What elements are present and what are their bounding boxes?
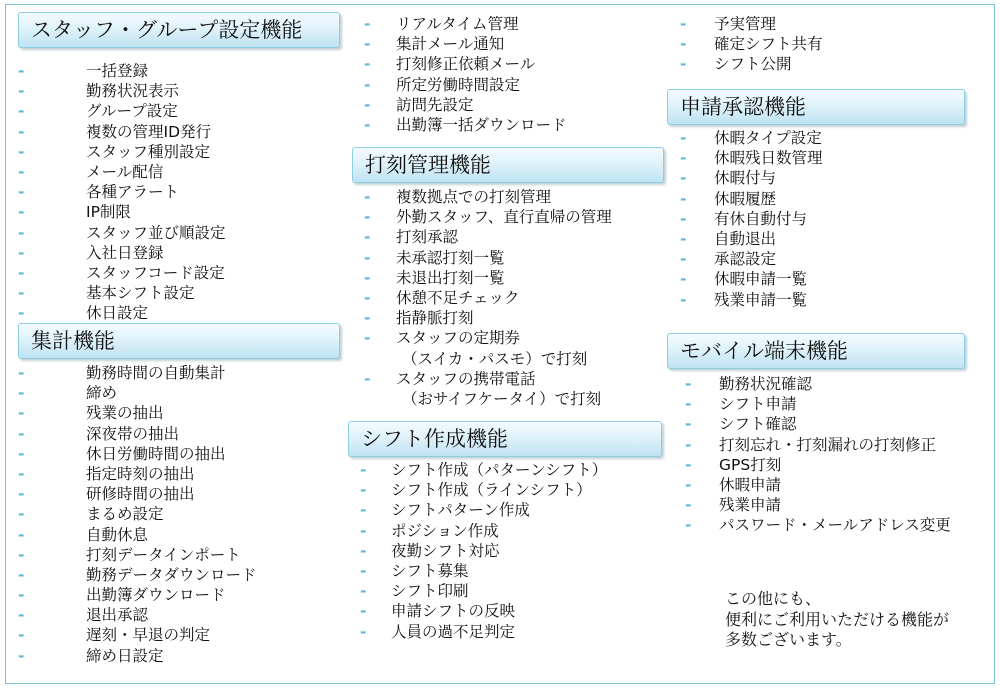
list-item: - 休日労働時間の抽出 [18, 444, 226, 463]
list-item: - シフト確認 [685, 415, 797, 434]
list-item: - スタッフの定期券 [364, 329, 521, 348]
list-item: - スタッフの携帯電話 [364, 369, 536, 388]
item-list [667, 128, 965, 310]
list-item: - 所定労働時間設定 [364, 75, 521, 94]
list-item: - 休日設定 [18, 304, 149, 323]
list-item: - スタッフ並び順設定 [18, 223, 226, 242]
list-item: - 複数の管理ID発行 [18, 122, 212, 141]
item-list [358, 14, 658, 135]
list-item: - 出勤簿ダウンロード [18, 586, 226, 605]
list-item: - リアルタイム管理 [364, 15, 519, 33]
list-item: - 勤務状況表示 [18, 82, 180, 101]
list-item: - 締め [18, 384, 118, 403]
list-item: - 休暇タイプ設定 [680, 129, 822, 147]
item-list [680, 14, 980, 75]
list-item: - 打刻修正依頼メール [364, 55, 536, 74]
list-item: - 有休自動付与 [680, 209, 808, 228]
list-item: - 打刻忘れ・打刻漏れの打刻修正 [685, 435, 937, 454]
list-item: - シフト申請 [685, 395, 797, 414]
list-item: - 休暇付与 [680, 169, 777, 188]
section-aggregate [18, 323, 340, 666]
list-item: - シフトパターン作成 [360, 501, 530, 520]
list-item: - 遅刻・早退の判定 [18, 626, 211, 645]
list-item: - スタッフ種別設定 [18, 142, 211, 161]
list-item: - 集計メール通知 [364, 35, 505, 54]
note-line: 多数ございます。 [725, 630, 852, 649]
section-approval [667, 89, 965, 310]
section-title: 集計機能 [18, 323, 340, 359]
section-title: 申請承認機能 [667, 89, 965, 125]
list-item: - 入社日登録 [18, 243, 164, 262]
section-staff-group [18, 12, 340, 323]
item-list [667, 374, 965, 536]
list-item: - メール配信 [18, 162, 164, 181]
list-item: - 勤務データダウンロード [18, 565, 257, 584]
section-title: スタッフ・グループ設定機能 [18, 12, 340, 48]
list-item: - 休憩不足チェック [364, 288, 520, 307]
list-item: - シフト作成（パターンシフト） [360, 461, 608, 479]
list-item-continued: （スイカ・パスモ）で打刻 [402, 349, 588, 368]
section-col3-continued [680, 14, 980, 75]
list-item: - 申請シフトの反映 [360, 602, 516, 621]
list-item: - 深夜帯の抽出 [18, 424, 180, 443]
list-item: - 自動退出 [680, 229, 777, 248]
list-item: - シフト印刷 [360, 582, 469, 601]
list-item: - 確定シフト共有 [680, 35, 823, 54]
list-item: - シフト募集 [360, 561, 469, 580]
list-item: - 訪問先設定 [364, 95, 474, 114]
list-item: - 勤務時間の自動集計 [18, 364, 226, 382]
list-item-continued: （おサイフケータイ）で打刻 [402, 389, 602, 408]
item-list [348, 460, 662, 642]
list-item: - 一括登録 [18, 62, 149, 80]
list-item: - 締め日設定 [18, 646, 164, 665]
list-item: - 残業申請 [685, 496, 782, 515]
list-item: - 各種アラート [18, 183, 180, 202]
list-item: - シフト作成（ラインシフト） [360, 481, 592, 500]
list-item: - 出勤簿一括ダウンロード [364, 115, 567, 134]
list-item: - 自動休息 [18, 525, 149, 544]
section-title: 打刻管理機能 [352, 147, 664, 183]
list-item: - 指静脈打刻 [364, 309, 474, 328]
list-item: - 残業申請一覧 [680, 290, 808, 309]
list-item: - ポジション作成 [360, 521, 499, 540]
section-shift [348, 421, 662, 642]
section-title: シフト作成機能 [348, 421, 662, 457]
list-item: - 基本シフト設定 [18, 284, 195, 303]
item-list [18, 363, 340, 666]
list-item: - スタッフコード設定 [18, 263, 225, 282]
list-item: - 予実管理 [680, 15, 777, 33]
item-list [18, 61, 340, 323]
section-stamp [352, 147, 664, 409]
list-item: - 打刻データインポート [18, 545, 241, 564]
list-item: - シフト公開 [680, 55, 792, 74]
list-item: - 未承認打刻一覧 [364, 248, 505, 267]
list-item: - 承認設定 [680, 250, 777, 269]
list-item: - 複数拠点での打刻管理 [364, 188, 552, 206]
note-line: 便利にご利用いただける機能が [725, 609, 950, 629]
list-item: - 休暇申請 [685, 475, 782, 494]
list-item: - 勤務状況確認 [685, 375, 813, 393]
list-item: - 残業の抽出 [18, 404, 164, 423]
section-col2-continued [358, 14, 658, 135]
list-item: - 人員の過不足判定 [360, 622, 516, 641]
list-item: - 未退出打刻一覧 [364, 268, 505, 287]
list-item: - GPS打刻 [685, 455, 782, 474]
list-item: - 研修時間の抽出 [18, 485, 195, 504]
note-line: この他にも、 [725, 589, 822, 608]
list-item: - 打刻承認 [364, 228, 459, 247]
list-item: - 退出承認 [18, 606, 149, 625]
list-item: - 外勤スタッフ、直行直帰の管理 [364, 208, 612, 227]
list-item: - まるめ設定 [18, 505, 164, 524]
item-list [352, 187, 664, 409]
list-item: - 夜勤シフト対応 [360, 541, 500, 560]
list-item: - グループ設定 [18, 102, 178, 121]
closing-note [725, 589, 949, 651]
section-mobile [667, 333, 965, 536]
list-item: - 指定時刻の抽出 [18, 464, 195, 483]
list-item: - IP制限 [18, 203, 131, 222]
list-item: - 休暇残日数管理 [680, 149, 823, 168]
section-title: モバイル端末機能 [667, 333, 965, 369]
list-item: - 休暇申請一覧 [680, 270, 808, 289]
list-item: - 休暇履歴 [680, 189, 777, 208]
list-item: - パスワード・メールアドレス変更 [685, 516, 951, 535]
